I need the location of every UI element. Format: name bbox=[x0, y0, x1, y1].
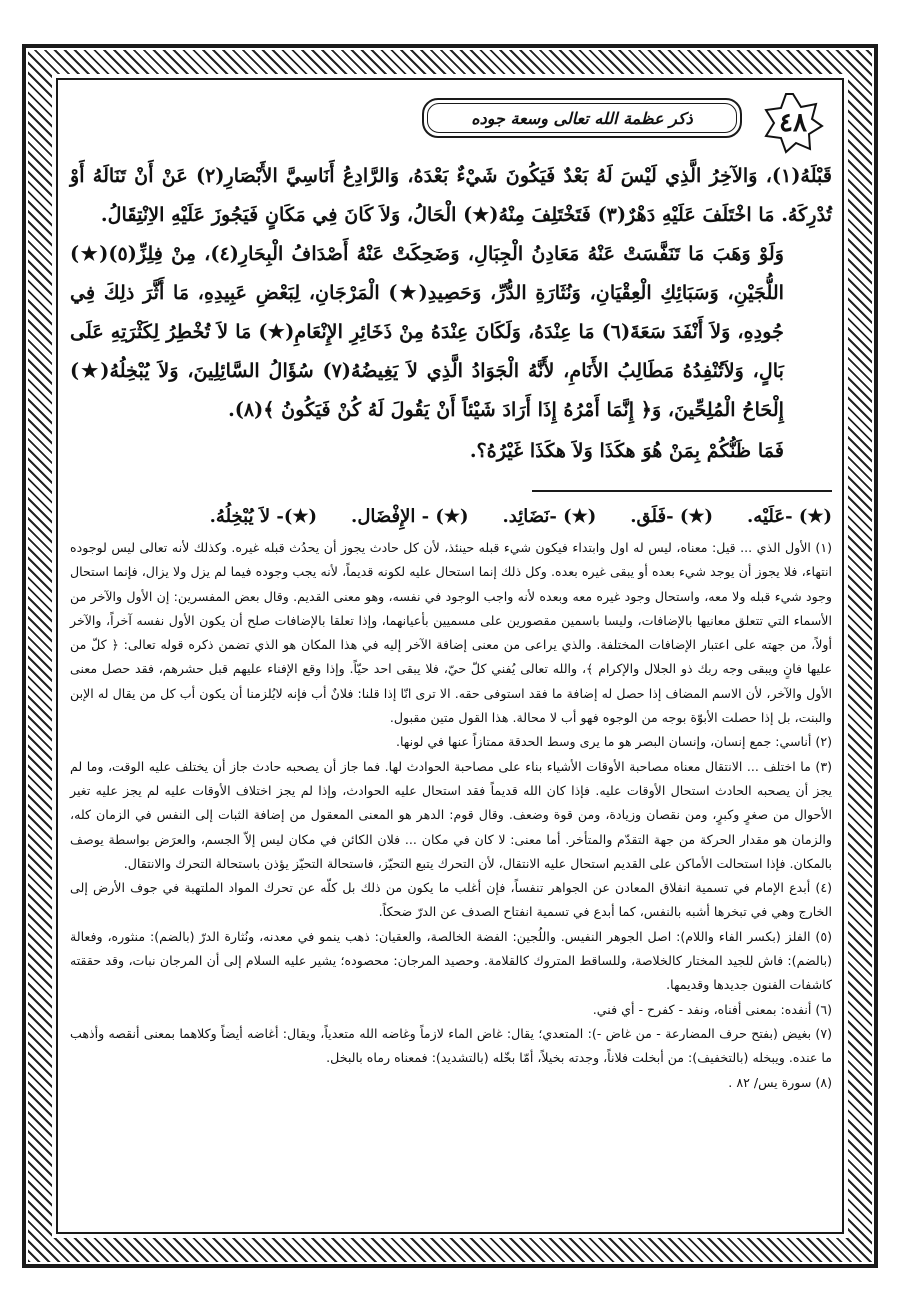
page-header bbox=[70, 88, 832, 148]
footnotes bbox=[70, 536, 832, 1095]
gloss-item: (★)- لاَ يُبْخِلُهُ. bbox=[209, 506, 318, 527]
main-paragraph: قَبْلَهُ(١)، وَالآخِرُ الَّذِي لَيْسَ لَهُ بَعْدٌ فَيَكُونَ شَيْءٌ بَعْدَهُ، وَالرَّادِعُ أَنَاسِيَّ الأَبْصَارِ(٢) عَنْ أَنْ تَنَالَهُ أَوْ تُدْرِكَهُ. مَا اخْتَلَفَ عَلَيْهِ دَهْرٌ(٣) فَتَخْتَلِفَ مِنْهُ(★) الْحَالُ، وَلاَ كَانَ فِي مَكَانٍ فَيَجُوزَ عَلَيْهِ الاِنْتِقَالُ. bbox=[70, 164, 833, 226]
footnote: (٨) سورة يس/ ٨٢ . bbox=[728, 1074, 832, 1090]
main-paragraph: وَلَوْ وَهَبَ مَا تَنَفَّسَتْ عَنْهُ مَعَادِنُ الْجِبَالِ، وَضَحِكَتْ عَنْهُ أَصْدَافُ الْبِحَارِ(٤)، مِنْ فِلِزِّ(٥)(★) اللُّجَيْنِ، وَسَبَائِكِ الْعِقْيَانِ، وَنُثَارَةِ الدُّرِّ، وَحَصِيدِ(★) الْمَرْجَانِ، لِبَعْضِ عَبِيدِهِ، مَا أَثَّرَ ذلِكَ فِي جُودِهِ، وَلاَ أَنْفَدَ سَعَةَ(٦) مَا عِنْدَهُ، وَلَكَانَ عِنْدَهُ مِنْ ذَخَائِرِ الإِنْعَامِ(★) مَا لاَ تُخْطِرُ لِكَثْرَتِهِ عَلَى بَالٍ، وَلاَتُنْفِدُهُ مَطَالِبُ الأَنَامِ، لأَنَّهُ الْجَوَادُ الَّذِي لاَ يَغِيضُهُ(٧) سُؤَالُ السَّائِلِينَ، وَلاَ يُبْخِلُهُ(★) إِلْحَاحُ الْمُلِحِّينَ، وَ﴿ إِنَّمَا أَمْرُهُ إِذَا أَرَادَ شَيْئاً أَنْ يَقُولَ لَهُ كُنْ فَيَكُونُ ﴾(٨). bbox=[70, 242, 784, 421]
main-paragraph: فَمَا ظَنُّكُمْ بِمَنْ هُوَ هكَذَا وَلاَ هكَذَا غَيْرُهُ؟. bbox=[469, 439, 784, 462]
footnote: (٣) ما اختلف ... الانتقال معناه مصاحبة الأوقات الأشياء بناء على مصاحبة الحوادث لها. فما جاز أن يصحبه حادث جاز أن يختلف عليه الوقت، وما لم يجز أن يصحبه الحادث استحال الأوقات عليه. فإذا كان الله قديماً فقد استحال عليه الحوادث، وإذا لم يجز اختلاف الأوقات عليه لم يجز عليه تغير الأحوال من صغرٍ وكبرٍ، ومن نقصان وزيادة، ومن قوة وضعف. وقال قوم: الدهر هو المعنى المعقول من إضافة الثبات إلى النفس في الزمان كله، والزمان هو مقدار الحركة من جهة التقدّم والمتأخر. أما معنى: لا كان في مكان ... فلان الكائن في مكان ليس إلاّ الجسم، والعرَض بواسطة يوصف بالمكان. فإذا استحالت الأماكن على القديم استحال عليه الانتقال، لأن التحرك يتبع التحيّز، فاستحالة التحيّز يؤذن باستحالة التحرك والانتقال. bbox=[70, 758, 832, 871]
page-number-badge bbox=[762, 92, 824, 154]
gloss-item: (★) - الإِفْضَال. bbox=[351, 506, 469, 527]
footnote-separator bbox=[532, 490, 832, 492]
variant-glosses bbox=[70, 502, 832, 532]
footnote: (٥) الفلز (بكسر الفاء واللام): اصل الجوهر النفيس. واللُجين: الفضة الخالصة، والعقيان: ذهب ينمو في معدنه، ونُثارة الدرّ (بالضم): منثوره، وفعالة (بالضم): فاش للجيد المختار كالخلاصة، وللساقط المتروك كالقلامة. وحصيد المرجان: محصوده؛ يشير عليه السلام إلى أن المرجان نبات، وقد حققته كاشفات الفنون جديدها وقديمها. bbox=[70, 928, 832, 993]
footnote: (١) الأول الذي ... قيل: معناه، ليس له اول وابتداء فيكون شيء قبله حينئذ، لأن كل حادث يجوز أن يحدُث قبله غيره. وكذلك لأنه تعالى ليس لوجوده انتهاء، فلا يجوز أن يوجد شيء بعده أو يبقى غيره بعده. وكل ذلك إنما استحال عليه لكونه قديماً، لأنه يجب وجوده فيما لم يزل ولا يزال، فإنما استحال وجود شيء قبله ولا معه، واستحال وجود غيره معه وبعده لأنه واجب الوجود في نفسه، وهو معنى القديم. وقال بعض المفسرين: إن الأول والآخر من الأسماء التي تتعلق معانيها بالإضافات، وليسا باسمين مقصورين على مسميين بأعيانهما، وإذا تعلقا بالإضافات صلح أن يكون الأول نفسه آخراً، والآخر أولاً، من جهته على اعتبار الإضافات المختلفة. والذي يراعى من معنى إضافة الآخر إليه في هذا المكان هو الذي تضمن ذكره قوله تعالى: ﴿ كلّ من عليها فانٍ ويبقى وجه ربك ذو الجلال والإكرام ﴾، والله تعالى يُفني كلّ حيّ، فلا يبقى احد حيّاً. وإذا وقع الإفناء عليهم قبل حشرهم، فقد حصل معنى الأول والآخر، لأن الاسم المضاف إذا حصل له إضافة ما فقد استوفى حقه. الا ترى انّا إذا قلنا: فلانٌ أب فإنه لايُلزمنا أن يكون أب كل من يقال له الإبن والبنت، بل إذا حصلت الأبوّة بوجه من الوجوه فهو أب لا محالة. هذا القول متين مقبول. bbox=[70, 540, 832, 726]
gloss-item: (★) -عَلَيْه. bbox=[747, 506, 832, 527]
footnote: (٦) أنفده: بمعنى أفناه، ونفد - كفرح - أي فني. bbox=[592, 1001, 832, 1017]
footnote: (٧) بغيض (بفتح حرف المضارعة - من غاض -): المتعدي؛ يقال: غاض الماء لازماً وغاضه الله متعدياً، ويقال: أغاضه أيضاً وكلاهما بمعنى أنقصه وأذهب ما عنده. ويبخله (بالتخفيف): من أبخلت فلاناً، وجدته بخيلاً، أمّا بخّله (بالتشديد): فمعناه رماه بالبخل. bbox=[70, 1025, 832, 1066]
chapter-title-box bbox=[422, 98, 742, 138]
page-number: ٤٨ bbox=[779, 108, 807, 138]
gloss-item: (★) -نَضَائِد. bbox=[502, 506, 597, 527]
gloss-item: (★) -فَلَق. bbox=[630, 506, 714, 527]
footnote: (٤) أبدع الإمام في تسمية انفلاق المعادن عن الجواهر تنفساً، فإن أغلب ما يكون من ذلك بل كلّه عن تحرك المواد الملتهبة في جوف الأرض إلى الخارج وهي في تبخرها أشبه بالنفس، كما أبدع في تسمية انفتاح الصدف عن الدرّ ضحكاً. bbox=[70, 880, 832, 920]
page-content bbox=[70, 88, 832, 1228]
footnote: (٢) أناسي: جمع إنسان، وإنسان البصر هو ما يرى وسط الحدقة ممتازاً عنها في لونها. bbox=[395, 734, 832, 750]
main-text bbox=[70, 156, 832, 470]
chapter-title: ذكر عظمة الله تعالى وسعة جوده bbox=[471, 108, 693, 128]
